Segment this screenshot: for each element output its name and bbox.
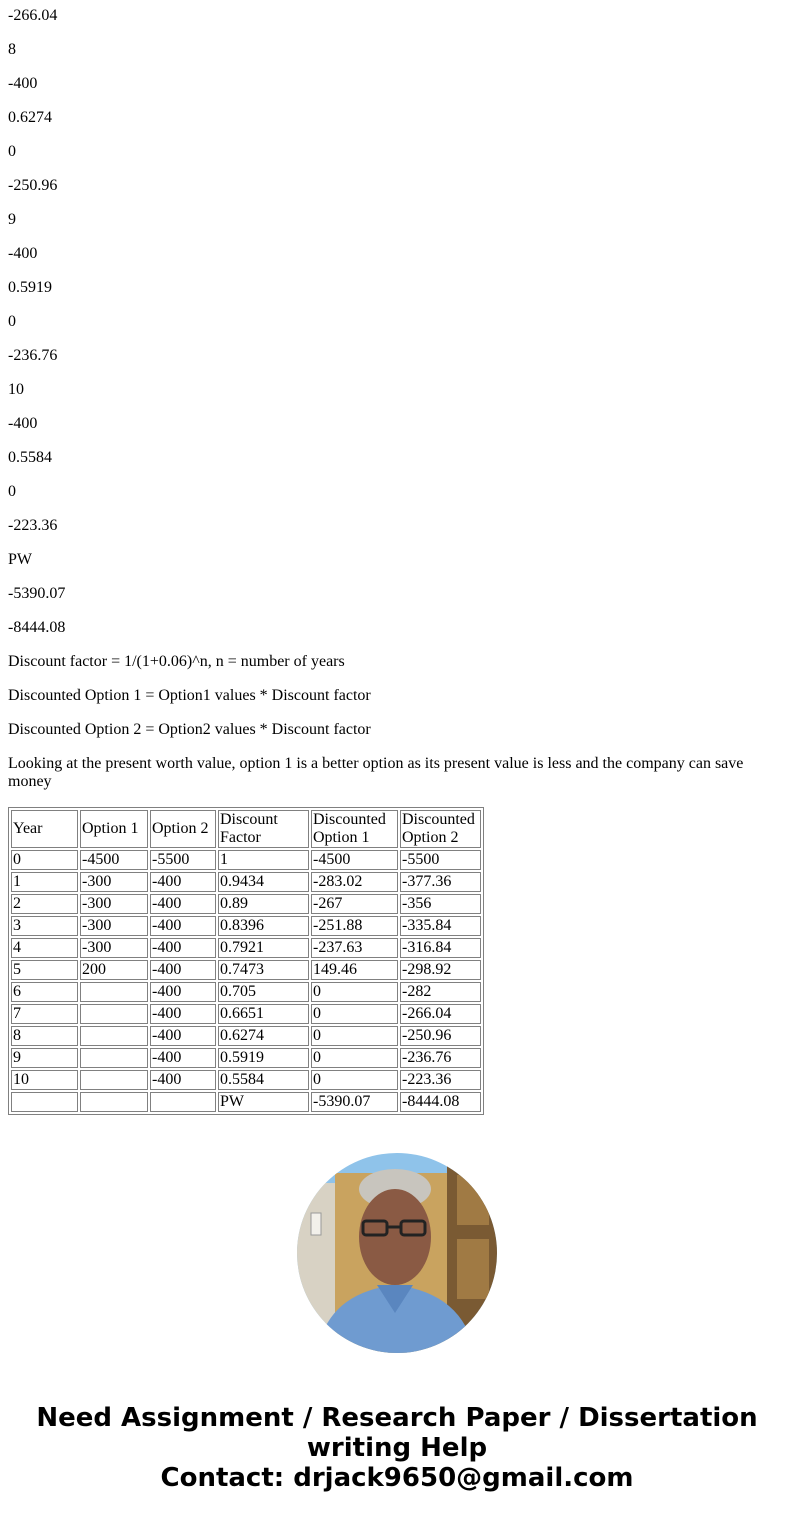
table-cell — [80, 1092, 148, 1112]
table-cell: 0.5919 — [218, 1048, 309, 1068]
table-cell: -356 — [400, 894, 481, 914]
text-line: -5390.07 — [8, 585, 66, 602]
text-line: -400 — [8, 415, 38, 432]
avatar-portrait-icon — [297, 1153, 497, 1353]
table-row — [11, 850, 481, 870]
table-cell: 0.6651 — [218, 1004, 309, 1024]
table-cell: 0.6274 — [218, 1026, 309, 1046]
table-cell: -300 — [80, 872, 148, 892]
header-cell: Year — [11, 810, 78, 848]
table-cell: -250.96 — [400, 1026, 481, 1046]
table-cell: 10 — [11, 1070, 78, 1090]
text-line: -250.96 — [8, 177, 58, 194]
table-cell: -400 — [150, 982, 216, 1002]
table-cell: 7 — [11, 1004, 78, 1024]
help-banner — [0, 1403, 794, 1493]
table-cell: -400 — [150, 1026, 216, 1046]
table-row — [11, 872, 481, 892]
table-cell: 200 — [80, 960, 148, 980]
table-cell: -237.63 — [311, 938, 398, 958]
table-cell: 0 — [311, 1004, 398, 1024]
table-cell: 5 — [11, 960, 78, 980]
table-row — [11, 938, 481, 958]
table-cell: 0.7473 — [218, 960, 309, 980]
table-cell: -266.04 — [400, 1004, 481, 1024]
header-cell: Discounted Option 1 — [311, 810, 398, 848]
table-cell: -300 — [80, 916, 148, 936]
table-cell: 2 — [11, 894, 78, 914]
table-cell: -316.84 — [400, 938, 481, 958]
table-cell: 9 — [11, 1048, 78, 1068]
discount-factor-note: Discount factor = 1/(1+0.06)^n, n = number of years — [8, 653, 345, 670]
banner-contact: Contact: drjack9650@gmail.com — [160, 1463, 634, 1493]
table-cell — [80, 1004, 148, 1024]
table-cell: 1 — [11, 872, 78, 892]
table-row — [11, 982, 481, 1002]
table-cell: -267 — [311, 894, 398, 914]
text-line: 0.6274 — [8, 109, 52, 126]
table-cell: -282 — [400, 982, 481, 1002]
text-line: -400 — [8, 245, 38, 262]
table-row — [11, 1004, 481, 1024]
text-line: 0 — [8, 483, 16, 500]
table-cell: -5500 — [150, 850, 216, 870]
table-row — [11, 1092, 481, 1112]
text-line: 8 — [8, 41, 16, 58]
table-cell — [80, 1048, 148, 1068]
table-cell: 0 — [11, 850, 78, 870]
header-cell: Option 1 — [80, 810, 148, 848]
present-worth-table — [8, 807, 484, 1115]
discounted-option2-note: Discounted Option 2 = Option2 values * Discount factor — [8, 721, 371, 738]
table-cell: 0.9434 — [218, 872, 309, 892]
text-line: 0 — [8, 143, 16, 160]
text-line: PW — [8, 551, 32, 568]
text-line: -400 — [8, 75, 38, 92]
table-cell: -335.84 — [400, 916, 481, 936]
text-line: -8444.08 — [8, 619, 66, 636]
text-line: 0 — [8, 313, 16, 330]
table-cell: 149.46 — [311, 960, 398, 980]
table-cell: -400 — [150, 916, 216, 936]
table-cell: -236.76 — [400, 1048, 481, 1068]
table-cell: -4500 — [80, 850, 148, 870]
text-line: 10 — [8, 381, 24, 398]
text-line: -266.04 — [8, 7, 58, 24]
table-cell: -223.36 — [400, 1070, 481, 1090]
table-cell: 0 — [311, 1026, 398, 1046]
table-cell: -251.88 — [311, 916, 398, 936]
table-cell: PW — [218, 1092, 309, 1112]
banner-line-2: writing Help — [306, 1433, 488, 1463]
author-avatar — [297, 1153, 497, 1353]
table-cell: -5390.07 — [311, 1092, 398, 1112]
table-cell: 0 — [311, 1048, 398, 1068]
text-line: 9 — [8, 211, 16, 228]
table-cell: 4 — [11, 938, 78, 958]
banner-line-1: Need Assignment / Research Paper / Dissertation — [36, 1403, 758, 1433]
table-cell: 0.5584 — [218, 1070, 309, 1090]
table-row — [11, 916, 481, 936]
table-cell: 3 — [11, 916, 78, 936]
table-cell: 0.8396 — [218, 916, 309, 936]
table-row — [11, 894, 481, 914]
table-cell: -4500 — [311, 850, 398, 870]
table-cell: -300 — [80, 894, 148, 914]
discounted-option1-note: Discounted Option 1 = Option1 values * Discount factor — [8, 687, 371, 704]
table-cell: -283.02 — [311, 872, 398, 892]
table-cell: 0.7921 — [218, 938, 309, 958]
header-cell: Discount Factor — [218, 810, 309, 848]
table-cell — [80, 982, 148, 1002]
text-line: 0.5919 — [8, 279, 52, 296]
table-cell — [80, 1026, 148, 1046]
content-area — [8, 0, 778, 791]
table-cell: -298.92 — [400, 960, 481, 980]
table-cell: -400 — [150, 1004, 216, 1024]
table-cell — [80, 1070, 148, 1090]
table-cell: -400 — [150, 960, 216, 980]
table-row — [11, 1048, 481, 1068]
table-cell: 6 — [11, 982, 78, 1002]
header-cell: Discounted Option 2 — [400, 810, 481, 848]
table-cell: -400 — [150, 894, 216, 914]
table-cell: 0.705 — [218, 982, 309, 1002]
text-line: -236.76 — [8, 347, 58, 364]
text-line: -223.36 — [8, 517, 58, 534]
table-row — [11, 1070, 481, 1090]
table-cell: -377.36 — [400, 872, 481, 892]
table-cell: -300 — [80, 938, 148, 958]
table-cell: 0 — [311, 1070, 398, 1090]
table-cell: 0 — [311, 982, 398, 1002]
table-cell: -400 — [150, 1048, 216, 1068]
table-cell: -8444.08 — [400, 1092, 481, 1112]
conclusion-paragraph: Looking at the present worth value, option 1 is a better option as its present value is less and the company can save money — [8, 755, 744, 790]
table-cell: 8 — [11, 1026, 78, 1046]
table-cell: -400 — [150, 872, 216, 892]
table-cell: -400 — [150, 938, 216, 958]
table-cell: -400 — [150, 1070, 216, 1090]
table-row — [11, 960, 481, 980]
table-cell — [11, 1092, 78, 1112]
table-cell: 1 — [218, 850, 309, 870]
table-header-row — [11, 810, 481, 848]
table-row — [11, 1026, 481, 1046]
text-line: 0.5584 — [8, 449, 52, 466]
table-cell: 0.89 — [218, 894, 309, 914]
header-cell: Option 2 — [150, 810, 216, 848]
table-cell: -5500 — [400, 850, 481, 870]
table-cell — [150, 1092, 216, 1112]
